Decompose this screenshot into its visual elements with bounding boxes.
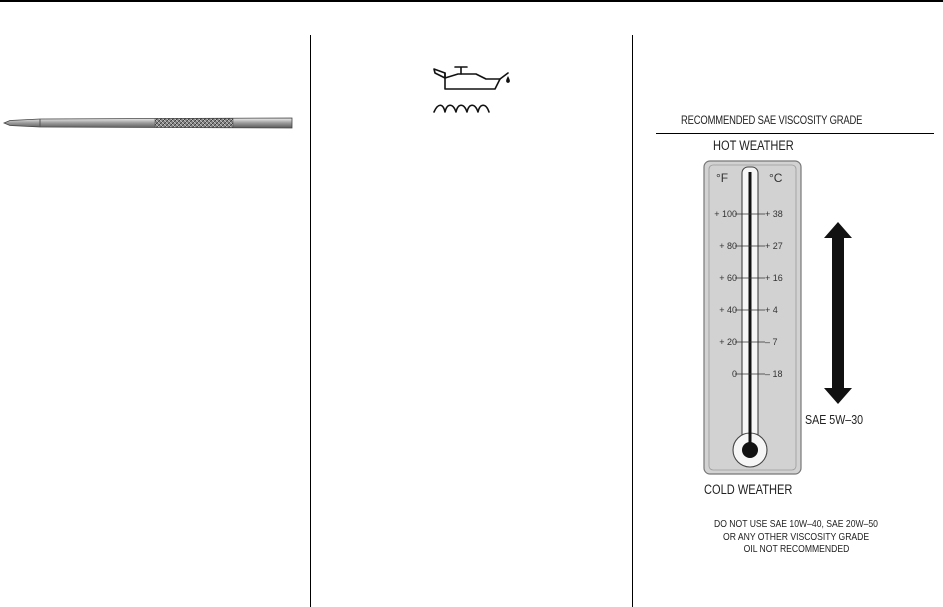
fahrenheit-tick-label: + 20 xyxy=(719,337,737,347)
column-divider-left xyxy=(310,35,311,607)
celsius-tick-label: + 4 xyxy=(765,305,778,315)
celsius-tick-label: + 27 xyxy=(765,241,783,251)
cold-weather-label: COLD WEATHER xyxy=(704,482,793,497)
warning-line-3: OIL NOT RECOMMENDED xyxy=(743,543,849,555)
heading-rule xyxy=(656,133,934,134)
fahrenheit-tick-label: + 60 xyxy=(719,273,737,283)
viscosity-heading: RECOMMENDED SAE VISCOSITY GRADE xyxy=(681,115,863,127)
range-arrow xyxy=(824,222,852,404)
fahrenheit-tick-label: 0 xyxy=(731,369,737,379)
fahrenheit-unit: °F xyxy=(716,171,729,185)
recommended-grade-label: SAE 5W–30 xyxy=(805,412,864,427)
top-rule xyxy=(0,0,943,2)
fahrenheit-tick-label: + 100 xyxy=(714,209,737,219)
celsius-tick-label: + 16 xyxy=(765,273,783,283)
hot-weather-label: HOT WEATHER xyxy=(713,138,794,153)
celsius-tick-label: – 18 xyxy=(765,369,783,379)
celsius-tick-label: + 38 xyxy=(765,209,783,219)
thermometer xyxy=(703,160,803,478)
warning-line-2: OR ANY OTHER VISCOSITY GRADE xyxy=(722,530,870,543)
dipstick-icon xyxy=(0,108,300,138)
oil-level-warning-icon xyxy=(428,60,518,122)
viscosity-warning xyxy=(681,518,911,556)
celsius-unit: °C xyxy=(769,171,783,185)
column-divider-right xyxy=(632,35,633,607)
celsius-tick-label: – 7 xyxy=(765,337,778,347)
warning-line-1: DO NOT USE SAE 10W–40, SAE 20W–50 xyxy=(713,518,878,530)
fahrenheit-tick-label: + 80 xyxy=(719,241,737,251)
fahrenheit-tick-label: + 40 xyxy=(719,305,737,315)
